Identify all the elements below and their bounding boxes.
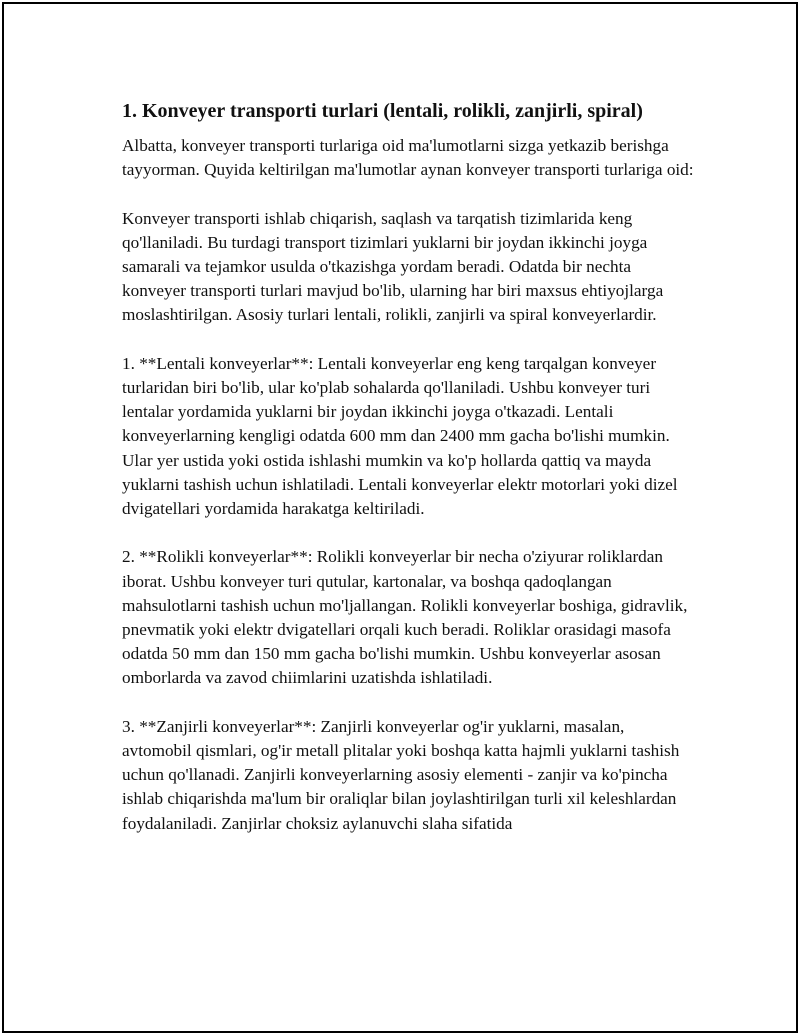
roller-conveyor-paragraph: 2. **Rolikli konveyerlar**: Rolikli konveyerlar bir necha o'ziyurar roliklardan iborat. Ushbu konveyer turi qutular, kartonalar, va boshqa qadoqlangan mahsulotlarni tashish uchun mo'ljallangan. Rolikli konveyerlar boshiga, gidravlik, pnevmatik yoki elektr dvigatellari orqali kuch beradi. Roliklar orasidagi masofa odatda 50 mm dan 150 mm gacha bo'lishi mumkin. Ushbu konveyerlar asosan omborlarda va zavod chiimlarini uzatishda ishlatiladi. (122, 547, 688, 688)
intro-paragraph: Albatta, konveyer transporti turlariga oid ma'lumotlarni sizga yetkazib berishga tayyorman. Quyida keltirilgan ma'lumotlar aynan konveyer transporti turlariga oid: (122, 136, 694, 180)
chain-conveyor-paragraph: 3. **Zanjirli konveyerlar**: Zanjirli konveyerlar og'ir yuklarni, masalan, avtomobil qismlari, og'ir metall plitalar yoki boshqa katta hajmli yuklarni tashish uchun qo'llanadi. Zanjirli konveyerlarning asosiy elementi - zanjir va ko'pincha ishlab chiqarishda ma'lum bir oraliqlar bilan joylashtirilgan turli xil keleshlardan foydalaniladi. Zanjirlar choksiz aylanuvchi slaha sifatida (122, 716, 680, 833)
overview-paragraph: Konveyer transporti ishlab chiqarish, saqlash va tarqatish tizimlarida keng qo'llaniladi. Bu turdagi transport tizimlari yuklarni bir joydan ikkinchi joyga samarali va tejamkor usulda o'tkazishga yordam beradi. Odatda bir nechta konveyer transporti turlari mavjud bo'lib, ularning har biri maxsus ehtiyojlarga moslashtirilgan. Asosiy turlari lentali, rolikli, zanjirli va spiral konveyerlardir. (122, 208, 664, 325)
belt-conveyor-paragraph: 1. **Lentali konveyerlar**: Lentali konveyerlar eng keng tarqalgan konveyer turlaridan biri bo'lib, ular ko'plab sohalarda qo'llaniladi. Ushbu konveyer turi lentalar yordamida yuklarni bir joydan ikkinchi joyga o'tkazadi. Lentali konveyerlarning kengligi odatda 600 mm dan 2400 mm gacha bo'lishi mumkin. Ular yer ustida yoki ostida ishlashi mumkin va ko'p hollarda qattiq va mayda yuklarni tashish uchun ishlatiladi. Lentali konveyerlar elektr motorlari yoki dizel dvigatellari yordamida harakatga keltiriladi. (122, 353, 678, 519)
document-body (122, 98, 697, 860)
document-heading: 1. Konveyer transporti turlari (lentali, rolikli, zanjirli, spiral) (122, 100, 643, 122)
page-frame (2, 2, 798, 1033)
